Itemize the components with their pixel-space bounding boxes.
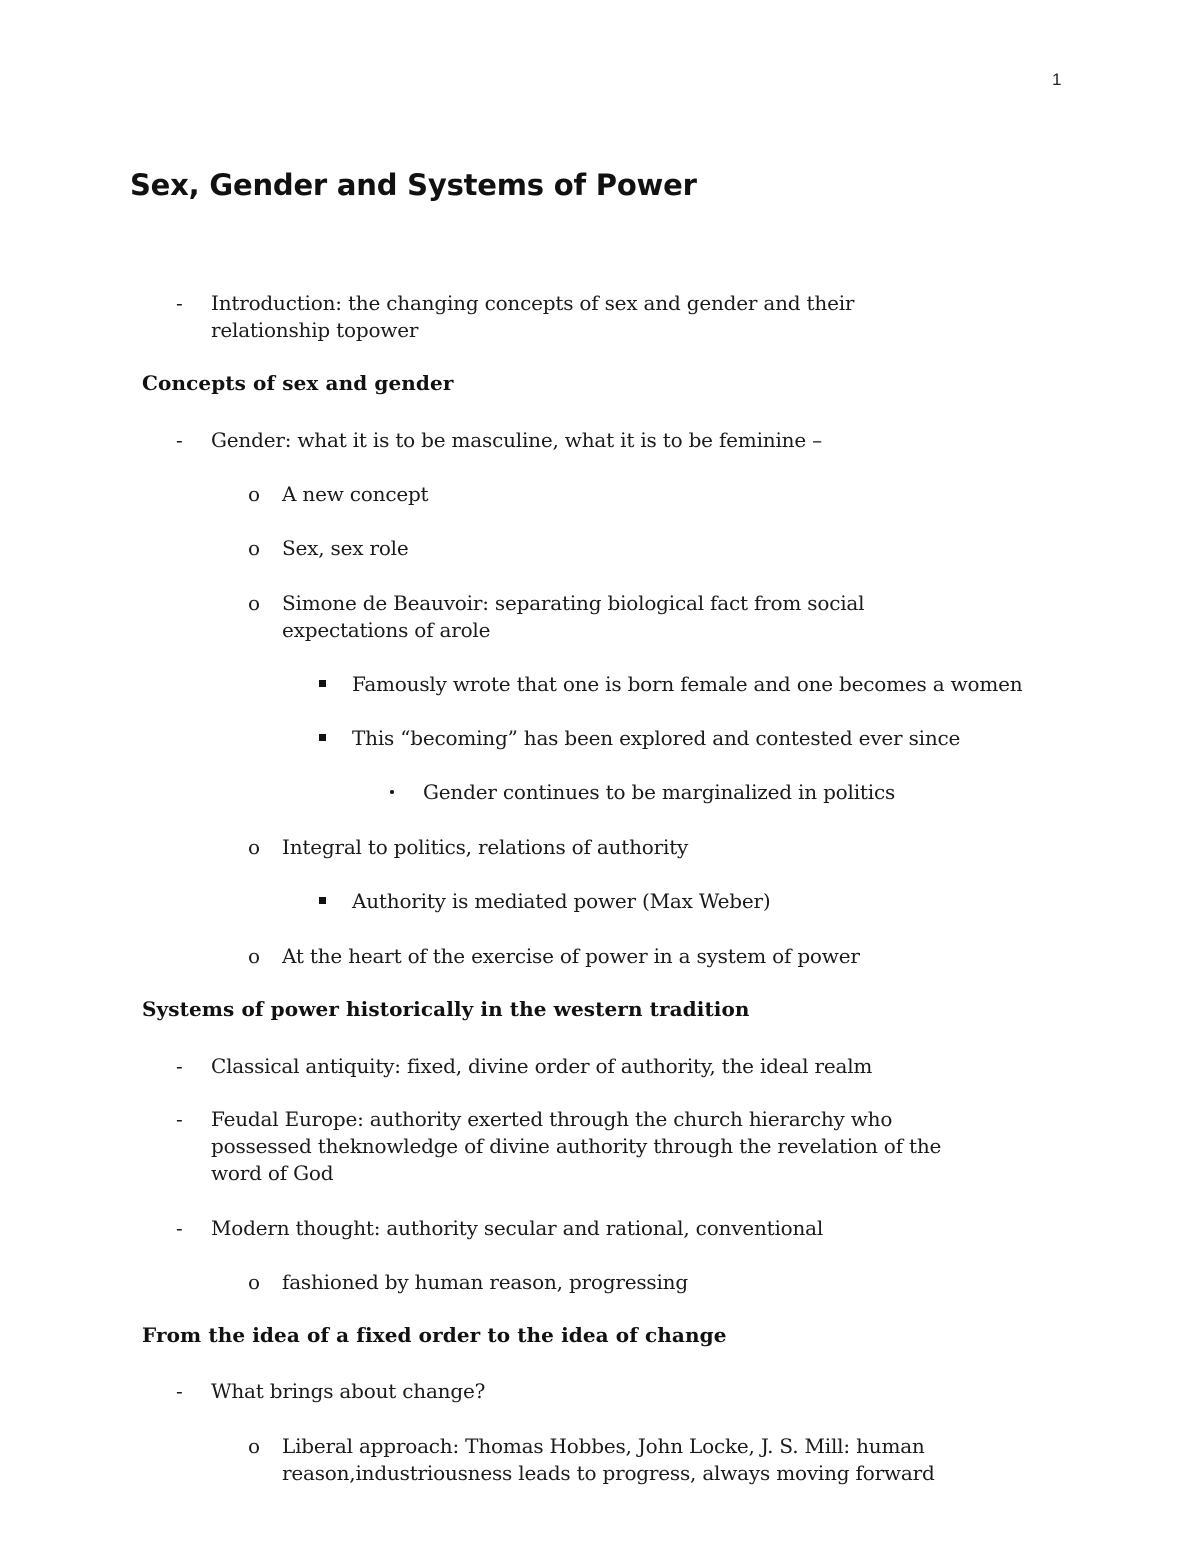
list-item-classical: Classical antiquity: fixed, divine order of authority, the ideal realm (211, 1054, 873, 1078)
list-marker: - (176, 291, 183, 315)
list-item-fashioned: fashioned by human reason, progressing (282, 1270, 688, 1294)
intro-line-1: Introduction: the changing concepts of sex and gender and their (211, 291, 855, 315)
list-marker: - (176, 1054, 183, 1078)
list-item-modern: Modern thought: authority secular and rational, conventional (211, 1216, 824, 1240)
section-heading-change: From the idea of a fixed order to the idea of change (142, 1323, 727, 1347)
list-item-new-concept: A new concept (282, 482, 429, 506)
square-bullet-icon (319, 680, 326, 687)
list-marker: - (176, 1107, 183, 1131)
list-item-famously: Famously wrote that one is born female and one becomes a women (352, 672, 1023, 696)
list-item-feudal-line-1: Feudal Europe: authority exerted through the church hierarchy who (211, 1107, 893, 1131)
list-marker: o (248, 591, 261, 615)
list-item-feudal-line-3: word of God (211, 1161, 334, 1185)
list-item-what-brings: What brings about change? (211, 1379, 486, 1403)
square-bullet-icon (319, 897, 326, 904)
list-item-integral: Integral to politics, relations of authority (282, 835, 689, 859)
list-item-marginalized: Gender continues to be marginalized in politics (423, 780, 896, 804)
list-item-liberal-line-2: reason,industriousness leads to progress, always moving forward (282, 1461, 935, 1485)
list-item-feudal-line-2: possessed theknowledge of divine authority through the revelation of the (211, 1134, 942, 1158)
list-item-liberal-line-1: Liberal approach: Thomas Hobbes, John Locke, J. S. Mill: human (282, 1434, 925, 1458)
list-item-becoming: This “becoming” has been explored and contested ever since (352, 726, 961, 750)
list-marker: o (248, 835, 261, 859)
list-item-beauvoir-line-2: expectations of arole (282, 618, 491, 642)
list-item-beauvoir-line-1: Simone de Beauvoir: separating biological fact from social (282, 591, 865, 615)
list-marker: - (176, 1379, 183, 1403)
square-bullet-icon (319, 734, 326, 741)
section-heading-concepts: Concepts of sex and gender (142, 371, 454, 395)
page-number: 1 (1052, 70, 1062, 89)
list-marker: o (248, 1434, 261, 1458)
document-title: Sex, Gender and Systems of Power (130, 168, 697, 202)
list-item-gender: Gender: what it is to be masculine, what it is to be feminine – (211, 428, 822, 452)
list-marker: o (248, 944, 261, 968)
list-item-sex-role: Sex, sex role (282, 536, 409, 560)
list-item-authority-mediated: Authority is mediated power (Max Weber) (352, 889, 771, 913)
list-marker: o (248, 536, 261, 560)
list-item-heart: At the heart of the exercise of power in a system of power (282, 944, 860, 968)
list-marker: o (248, 482, 261, 506)
section-heading-systems: Systems of power historically in the western tradition (142, 997, 750, 1021)
dot-bullet-icon (390, 790, 394, 794)
list-marker: o (248, 1270, 261, 1294)
list-marker: - (176, 428, 183, 452)
intro-line-2: relationship topower (211, 318, 419, 342)
list-marker: - (176, 1216, 183, 1240)
